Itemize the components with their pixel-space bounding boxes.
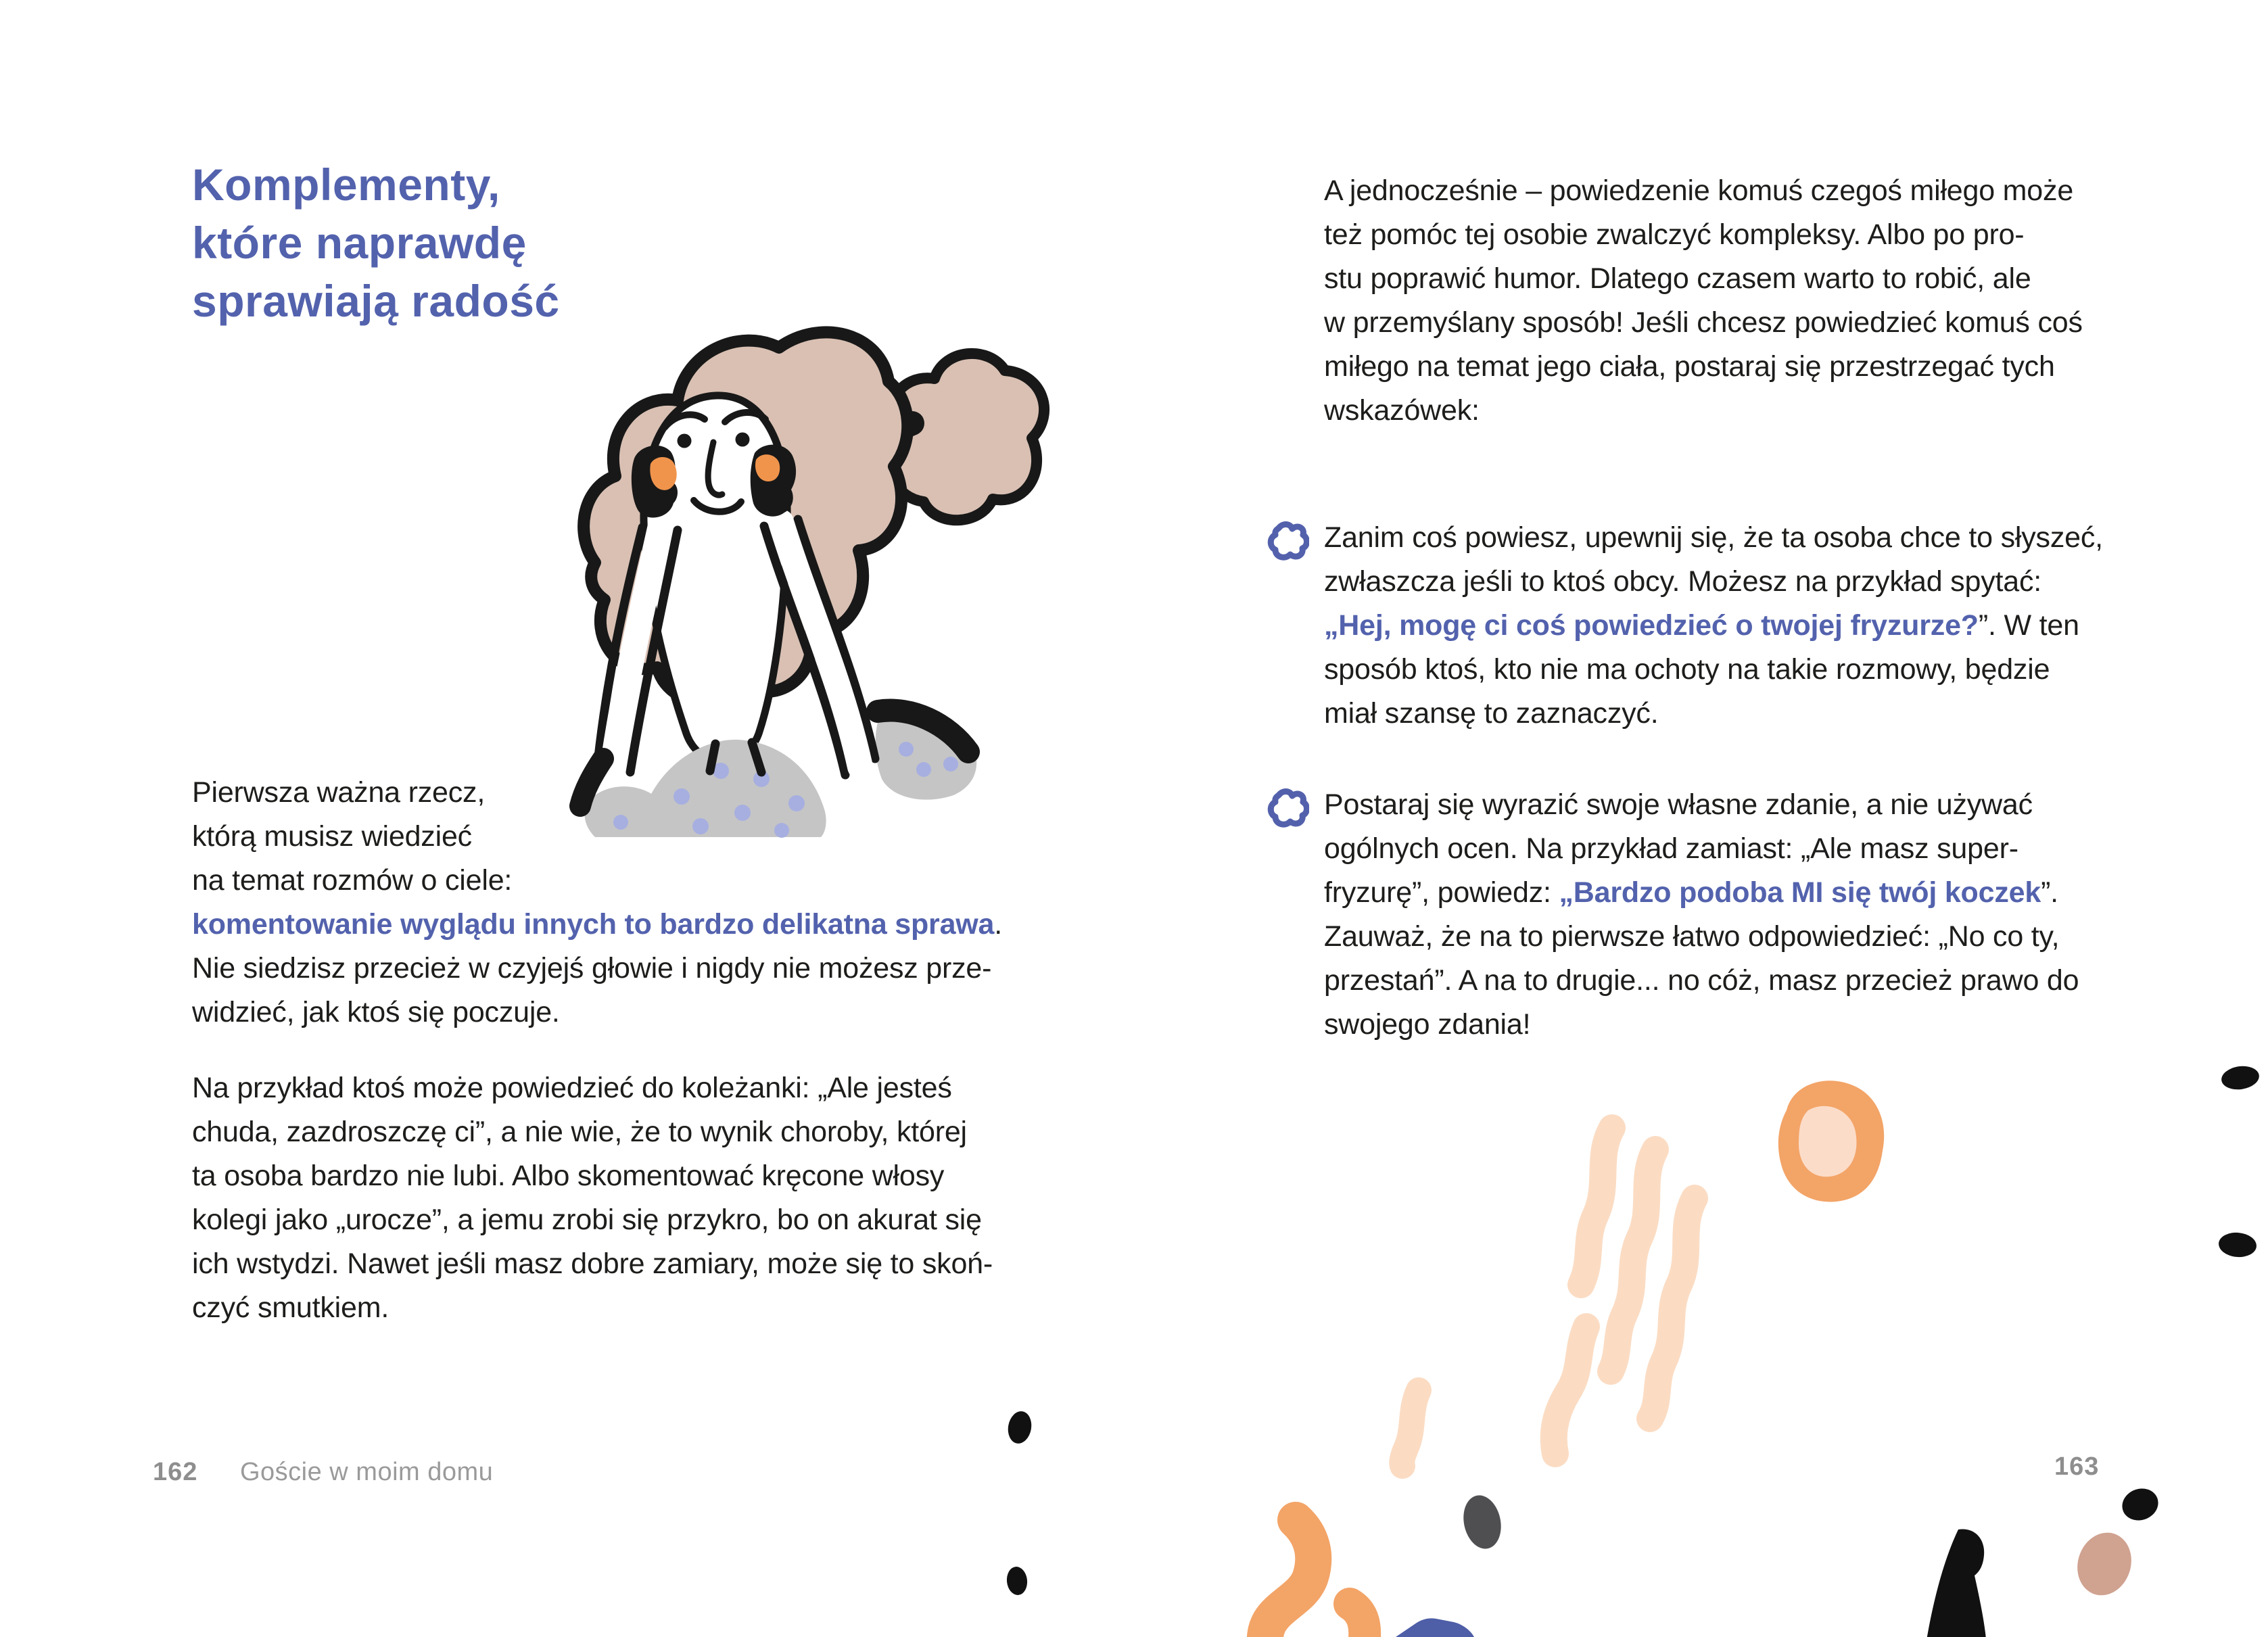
orange-squiggles xyxy=(1265,1520,1365,1637)
left-eye xyxy=(678,434,692,448)
right-hand xyxy=(751,445,796,517)
footer-left xyxy=(153,1458,493,1487)
tip-item-1 xyxy=(1324,516,2103,736)
paragraph-first-rule: Pierwsza ważna rzecz, którą musisz wiedzieć na temat rozmów o ciele: komentowanie wyglądu innych to bardzo delikatna sprawa. Nie siedzisz przecież w czyjejś głowie i nigdy nie możesz prze- widzieć, jak ktoś się poczuje. xyxy=(192,776,1003,1028)
black-dots xyxy=(1006,1064,2261,1596)
flower-blob-icon xyxy=(1267,521,1309,561)
orange-blob xyxy=(1778,1081,1884,1202)
flower-blob-icon xyxy=(1267,788,1309,828)
pale-squiggles xyxy=(1402,1128,1695,1466)
page-number-right: 163 xyxy=(2054,1452,2100,1481)
page-number-left: 162 xyxy=(153,1458,198,1486)
paragraph-example: Na przykład ktoś może powiedzieć do koleżanki: „Ale jesteś chuda, zazdroszczę ci”, a nie wie, że to wynik choroby, której ta osoba bardzo nie lubi. Albo skomentować kręcone włosy kolegi jako „urocze”, a jemu zrobi się przykro, bo on akurat się ich wstydzi. Nawet jeśli masz dobre zamiary, może się to skoń- czyć smutkiem. xyxy=(192,1072,993,1324)
running-title: Goście w moim domu xyxy=(239,1458,494,1486)
right-eye xyxy=(736,433,750,447)
tan-blob xyxy=(2069,1525,2139,1603)
illustration-person-touching-cheeks xyxy=(541,298,1055,838)
black-shape xyxy=(1924,1529,1987,1637)
tip-item-2 xyxy=(1324,783,2079,1047)
paragraph-intro-right: A jednocześnie – powiedzenie komuś czegoś miłego może też pomóc tej osobie zwalczyć kompleksy. Albo po pro- stu poprawić humor. Dlatego czasem warto to robić, ale w przemyślany sposób! Jeśli chcesz powiedzieć komuś coś miłego na temat jego ciała, postaraj się przestrzegać tych wskazówek: xyxy=(1324,174,2083,427)
chapter-title: Komplementy, które naprawdę sprawiają radość xyxy=(192,160,560,326)
navy-hill xyxy=(1396,1618,1474,1637)
tip-text-1: Zanim coś powiesz, upewnij się, że ta osoba chce to słyszeć, zwłaszcza jeśli to ktoś obcy. Możesz na przykład spytać: „Hej, mogę ci coś powiedzieć o twojej fryzurze?”. W ten sposób ktoś, kto nie ma ochoty na takie rozmowy, będzie miał szansę to zaznaczyć. xyxy=(1324,521,2103,730)
tip-text-2: Postaraj się wyrazić swoje własne zdanie, a nie używać ogólnych ocen. Na przykład zamiast: „Ale masz super- fryzurę”, powiedz: „Bardzo podoba MI się twój koczek”. Zauważ, że na to pierwsze łatwo odpowiedzieć: „No co ty, przestań”. A na to drugie... no cóż, masz przecież prawo do swojego zdania! xyxy=(1324,788,2079,1041)
gray-oval xyxy=(1459,1492,1505,1552)
